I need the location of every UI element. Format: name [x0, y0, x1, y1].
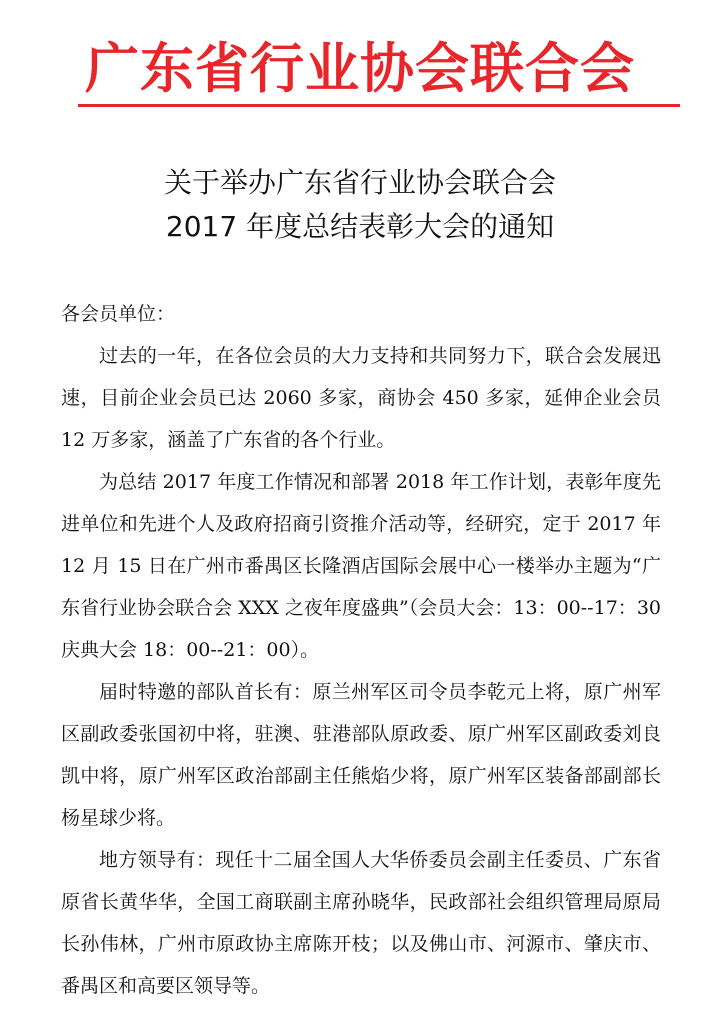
paragraph-3: 届时特邀的部队首长有：原兰州军区司令员李乾元上将，原广州军区副政委张国初中将，驻澳、驻港部队原政委、原广州军区副政委刘良凯中将，原广州军区政治部副主任熊焰少将，原广州军区装备部副部长杨星球少将。 [61, 681, 661, 829]
notice-body [61, 293, 681, 1007]
paragraph-1: 过去的一年，在各位会员的大力支持和共同努力下，联合会发展迅速，目前企业会员已达 2060 多家，商协会 450 多家，延伸企业会员 12 万多家，涵盖了广东省的各个行业。 [61, 345, 661, 451]
notice-title-line-2: 2017 年度总结表彰大会的通知 [165, 210, 555, 243]
salutation: 各会员单位： [61, 303, 176, 325]
paragraph-2: 为总结 2017 年度工作情况和部署 2018 年工作计划，表彰年度先进单位和先进个人及政府招商引资推介活动等，经研究，定于 2017 年 12 月 15 日在广州市番禺区长隆酒店国际会展中心一楼举办主题为“广东省行业协会联合会 XXX 之夜年度盛典”（会员大会：13：00--17：30 庆典大会 18：00--21：00）。 [61, 471, 681, 661]
letterhead-red-rule [78, 104, 680, 107]
notice-title-line-1: 关于举办广东省行业协会联合会 [163, 166, 556, 199]
paragraph-4: 地方领导有：现任十二届全国人大华侨委员会副主任委员、广东省原省长黄华华，全国工商联副主席孙晓华，民政部社会组织管理局原局长孙伟林，广州市原政协主席陈开枝；以及佛山市、河源市、肇庆市、番禺区和高要区领导等。 [61, 849, 661, 997]
letterhead-org-name: 广东省行业协会联合会 [85, 37, 635, 100]
